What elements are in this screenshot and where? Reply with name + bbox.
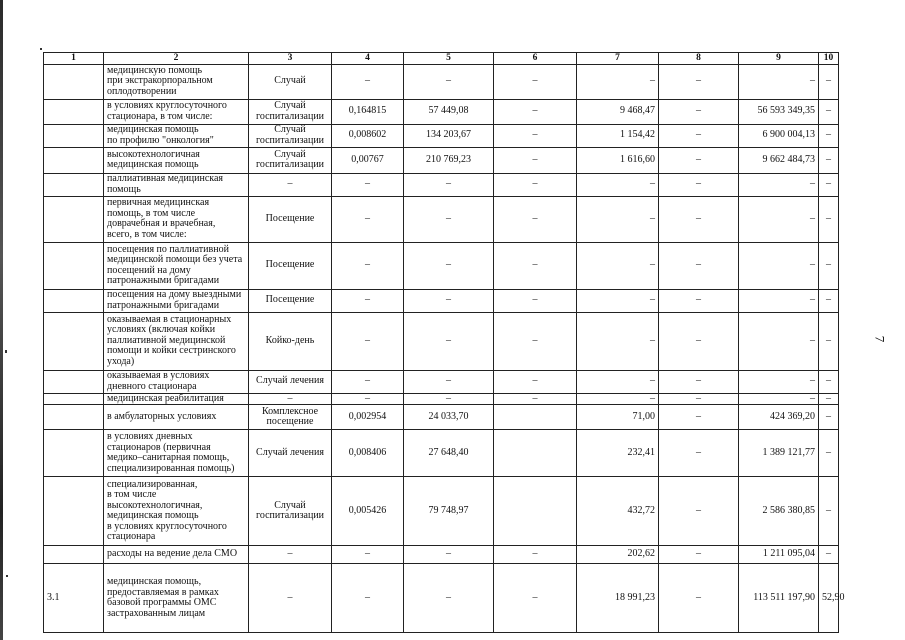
unit-cell: Посещение [249,289,332,312]
table-row [44,147,839,173]
per-capita-cell: – [577,64,659,99]
col8-cell: – [659,289,739,312]
share-cell: – [819,99,839,124]
volume-norm-cell: – [332,393,404,405]
indicator-name-cell: высокотехнологичная медицинская помощь [104,147,249,173]
col8-cell: – [659,242,739,289]
row-number-cell [44,312,104,370]
row-number-cell [44,124,104,147]
table-row [44,99,839,124]
table-row [44,289,839,312]
row-number-cell [44,405,104,430]
indicator-name-cell: специализированная, в том числе высокотехнологичная, медицинская помощь в условиях круглосуточного стационара [104,477,249,546]
col8-cell: – [659,370,739,393]
column-number: 4 [332,53,404,65]
table-row [44,196,839,242]
col6-cell: – [494,64,577,99]
indicator-name-cell: в амбулаторных условиях [104,405,249,430]
cost-norm-cell: 79 748,97 [404,477,494,546]
row-number-cell [44,546,104,564]
total-amount-cell: – [739,242,819,289]
unit-cell: Случай госпитализации [249,99,332,124]
unit-cell: – [249,173,332,196]
per-capita-cell: – [577,312,659,370]
share-cell: – [819,147,839,173]
volume-norm-cell: 0,00767 [332,147,404,173]
column-number: 8 [659,53,739,65]
per-capita-cell: 202,62 [577,546,659,564]
cost-norm-cell: – [404,393,494,405]
indicator-name-cell: медицинская реабилитация [104,393,249,405]
per-capita-cell: – [577,370,659,393]
volume-norm-cell: – [332,289,404,312]
cost-norm-cell: – [404,289,494,312]
cost-norm-cell: – [404,546,494,564]
volume-norm-cell: 0,008406 [332,430,404,477]
per-capita-cell: 1 154,42 [577,124,659,147]
col6-cell: – [494,393,577,405]
volume-norm-cell: – [332,64,404,99]
indicator-name-cell: медицинскую помощь при экстракорпоральном оплодотворении [104,64,249,99]
col6-cell: – [494,564,577,633]
col8-cell: – [659,124,739,147]
scan-edge [0,0,3,640]
volume-norm-cell: – [332,173,404,196]
total-amount-cell: 113 511 197,90 [739,564,819,633]
per-capita-cell: 71,00 [577,405,659,430]
cost-norm-cell: – [404,173,494,196]
per-capita-cell: 232,41 [577,430,659,477]
total-amount-cell: – [739,196,819,242]
table-row [44,124,839,147]
col6-cell [494,477,577,546]
row-number-cell [44,289,104,312]
column-number: 6 [494,53,577,65]
total-amount-cell: 56 593 349,35 [739,99,819,124]
unit-cell: Случай госпитализации [249,124,332,147]
scan-speck [5,350,7,353]
col6-cell [494,430,577,477]
col8-cell: – [659,405,739,430]
col6-cell: – [494,289,577,312]
per-capita-cell: – [577,242,659,289]
unit-cell: – [249,393,332,405]
total-amount-cell: – [739,173,819,196]
table-body [44,53,845,633]
col8-cell: – [659,393,739,405]
table-row [44,312,839,370]
col8-cell: – [659,477,739,546]
indicator-name-cell: посещения по паллиативной медицинской помощи без учета посещений на дому патронажными бригадами [104,242,249,289]
table-row [44,405,839,430]
share-cell: – [819,546,839,564]
indicator-name-cell: медицинская помощь по профилю "онкология" [104,124,249,147]
col6-cell: – [494,196,577,242]
scan-speck [6,575,8,577]
column-number: 1 [44,53,104,65]
total-amount-cell: 424 369,20 [739,405,819,430]
unit-cell: Случай лечения [249,370,332,393]
row-number-cell [44,147,104,173]
total-amount-cell: 9 662 484,73 [739,147,819,173]
row-number-cell: 3.1 [44,564,104,633]
col6-cell: – [494,147,577,173]
column-number: 2 [104,53,249,65]
total-amount-cell: 2 586 380,85 [739,477,819,546]
share-cell: – [819,312,839,370]
col8-cell: – [659,173,739,196]
column-number: 3 [249,53,332,65]
share-cell: – [819,173,839,196]
cost-norm-cell: – [404,64,494,99]
col8-cell: – [659,196,739,242]
indicator-name-cell: в условиях дневных стационаров (первичная медико–санитарная помощь, специализированная помощь) [104,430,249,477]
per-capita-cell: – [577,173,659,196]
row-number-cell [44,477,104,546]
table-row [44,370,839,393]
table-row [44,564,839,633]
per-capita-cell: – [577,289,659,312]
total-amount-cell: – [739,64,819,99]
unit-cell: Посещение [249,196,332,242]
col6-cell: – [494,99,577,124]
share-cell: – [819,64,839,99]
indicator-name-cell: оказываемая в стационарных условиях (включая койки паллиативной медицинской помощи и койки сестринского ухода) [104,312,249,370]
share-cell: – [819,393,839,405]
cost-norm-cell: – [404,242,494,289]
cost-norm-cell: – [404,370,494,393]
table-row [44,173,839,196]
volume-norm-cell: 0,005426 [332,477,404,546]
per-capita-cell: 432,72 [577,477,659,546]
col8-cell: – [659,564,739,633]
share-cell: – [819,242,839,289]
indicator-name-cell: медицинская помощь, предоставляемая в рамках базовой программы ОМС застрахованным лицам [104,564,249,633]
total-amount-cell: 1 389 121,77 [739,430,819,477]
col6-cell: – [494,242,577,289]
share-cell: – [819,289,839,312]
volume-norm-cell: – [332,242,404,289]
cost-norm-cell: – [404,196,494,242]
table-row [44,64,839,99]
cost-norm-cell: – [404,564,494,633]
share-cell: – [819,405,839,430]
per-capita-cell: 18 991,23 [577,564,659,633]
total-amount-cell: 6 900 004,13 [739,124,819,147]
row-number-cell [44,242,104,289]
unit-cell: Комплексное посещение [249,405,332,430]
unit-cell: Случай госпитализации [249,477,332,546]
indicator-name-cell: посещения на дому выездными патронажными бригадами [104,289,249,312]
cost-norm-cell: – [404,312,494,370]
volume-norm-cell: – [332,546,404,564]
share-cell: – [819,124,839,147]
indicator-name-cell: первичная медицинская помощь, в том числе доврачебная и врачебная, всего, в том числе: [104,196,249,242]
share-cell: 52,90 [819,564,839,633]
cost-norm-cell: 210 769,23 [404,147,494,173]
per-capita-cell: – [577,393,659,405]
indicator-name-cell: расходы на ведение дела СМО [104,546,249,564]
unit-cell: Случай [249,64,332,99]
col6-cell: – [494,312,577,370]
table-row [44,242,839,289]
table-row [44,393,839,405]
per-capita-cell: 9 468,47 [577,99,659,124]
row-number-cell [44,173,104,196]
scan-speck [40,48,42,50]
cost-norm-cell: 24 033,70 [404,405,494,430]
column-number: 9 [739,53,819,65]
unit-cell: Посещение [249,242,332,289]
row-number-cell [44,99,104,124]
col8-cell: – [659,64,739,99]
total-amount-cell: – [739,370,819,393]
col6-cell: – [494,173,577,196]
total-amount-cell: – [739,289,819,312]
column-number: 7 [577,53,659,65]
volume-norm-cell: 0,008602 [332,124,404,147]
col8-cell: – [659,99,739,124]
row-number-cell [44,393,104,405]
page-number: 7 [872,335,888,343]
cost-norm-cell: 134 203,67 [404,124,494,147]
row-number-cell [44,430,104,477]
indicator-name-cell: в условиях круглосуточного стационара, в том числе: [104,99,249,124]
share-cell: – [819,430,839,477]
col6-cell [494,405,577,430]
volume-norm-cell: 0,164815 [332,99,404,124]
row-number-cell [44,64,104,99]
per-capita-cell: 1 616,60 [577,147,659,173]
col8-cell: – [659,147,739,173]
volume-norm-cell: – [332,370,404,393]
volume-norm-cell: – [332,312,404,370]
indicator-name-cell: оказываемая в условиях дневного стационара [104,370,249,393]
volume-norm-cell: 0,002954 [332,405,404,430]
cost-norm-cell: 57 449,08 [404,99,494,124]
unit-cell: – [249,564,332,633]
col6-cell: – [494,370,577,393]
per-capita-cell: – [577,196,659,242]
col8-cell: – [659,430,739,477]
unit-cell: Койко-день [249,312,332,370]
table-row [44,546,839,564]
unit-cell: Случай госпитализации [249,147,332,173]
table-row [44,477,839,546]
indicator-name-cell: паллиативная медицинская помощь [104,173,249,196]
col6-cell: – [494,124,577,147]
col8-cell: – [659,546,739,564]
col6-cell: – [494,546,577,564]
row-number-cell [44,196,104,242]
column-number: 5 [404,53,494,65]
column-number-row [44,53,839,65]
share-cell: – [819,370,839,393]
total-amount-cell: 1 211 095,04 [739,546,819,564]
total-amount-cell: – [739,312,819,370]
volume-norm-cell: – [332,196,404,242]
share-cell: – [819,477,839,546]
total-amount-cell: – [739,393,819,405]
unit-cell: Случай лечения [249,430,332,477]
financing-table [43,52,845,633]
unit-cell: – [249,546,332,564]
volume-norm-cell: – [332,564,404,633]
col8-cell: – [659,312,739,370]
row-number-cell [44,370,104,393]
share-cell: – [819,196,839,242]
column-number: 10 [819,53,839,65]
table-row [44,430,839,477]
cost-norm-cell: 27 648,40 [404,430,494,477]
